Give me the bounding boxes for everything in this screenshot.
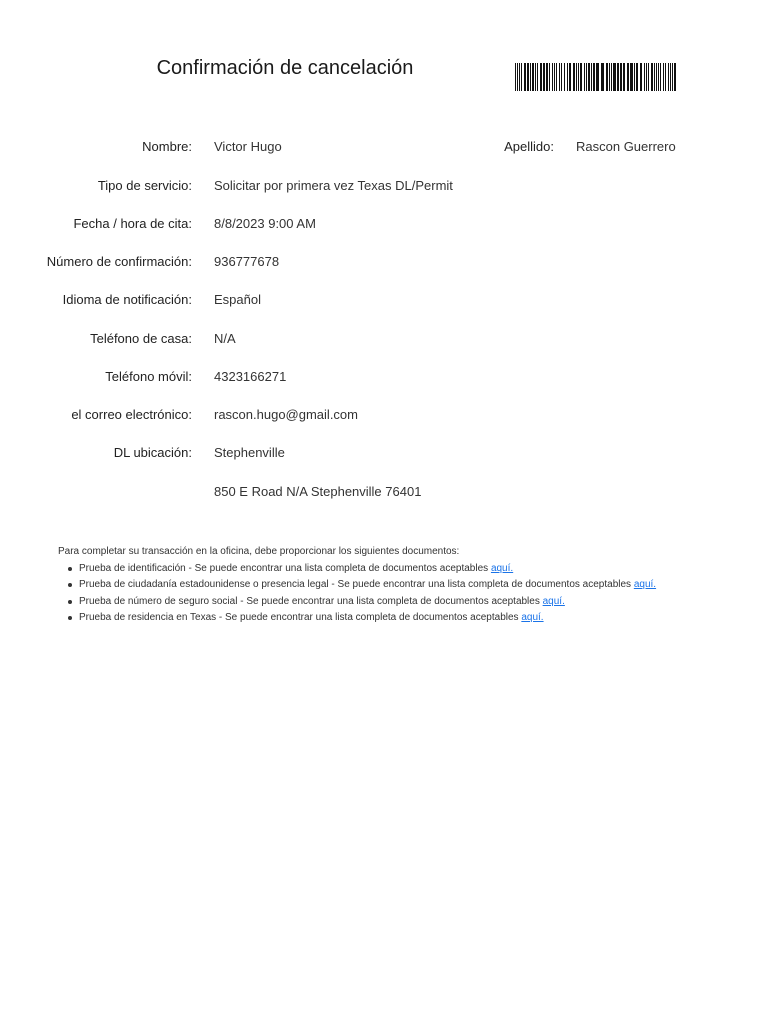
row-numero-confirmacion: [0, 252, 768, 272]
document-link-residencia[interactable]: aquí.: [521, 612, 544, 623]
label-telefono-movil: Teléfono móvil:: [105, 369, 192, 384]
value-telefono-casa: N/A: [214, 331, 236, 346]
value-idioma: Español: [214, 292, 261, 307]
row-telefono-movil: [0, 367, 768, 387]
list-item: [58, 561, 758, 578]
value-tipo-servicio: Solicitar por primera vez Texas DL/Permit: [214, 178, 453, 193]
page-title: Confirmación de cancelación: [156, 57, 414, 79]
row-nombre: [0, 137, 768, 157]
barcode-image: [515, 63, 676, 91]
row-dl-ubicacion: [0, 443, 768, 463]
list-item: [58, 577, 758, 594]
list-item: [58, 610, 758, 627]
document-link-seguro-social[interactable]: aquí.: [542, 595, 565, 607]
document-text: Prueba de identificación - Se puede encontrar una lista completa de documentos aceptables: [79, 562, 491, 574]
row-tipo-servicio: [0, 176, 768, 196]
label-correo: el correo electrónico:: [71, 407, 192, 422]
row-fecha-hora: [0, 214, 768, 234]
value-direccion: 850 E Road N/A Stephenville 76401: [214, 484, 422, 499]
documents-section: [58, 544, 758, 627]
bullet-icon: [68, 583, 72, 587]
document-text: Prueba de número de seguro social - Se puede encontrar una lista completa de documentos aceptables: [79, 595, 543, 607]
label-apellido: Apellido:: [504, 139, 554, 154]
value-fecha-hora: 8/8/2023 9:00 AM: [214, 216, 316, 231]
document-text: Prueba de ciudadanía estadounidense o presencia legal - Se puede encontrar una lista completa de documentos aceptables: [79, 579, 634, 590]
label-telefono-casa: Teléfono de casa:: [90, 331, 192, 346]
label-tipo-servicio: Tipo de servicio:: [97, 178, 192, 193]
row-correo: [0, 405, 768, 425]
value-numero-confirmacion: 936777678: [214, 254, 280, 269]
value-telefono-movil: 4323166271: [214, 369, 287, 384]
value-correo: rascon.hugo@gmail.com: [214, 407, 358, 422]
row-telefono-casa: [0, 329, 768, 349]
label-dl-ubicacion: DL ubicación:: [113, 445, 192, 460]
row-direccion: [0, 482, 768, 502]
label-nombre: Nombre:: [142, 139, 192, 154]
value-nombre: Victor Hugo: [214, 139, 282, 154]
document-link-ciudadania[interactable]: aquí.: [633, 579, 657, 590]
bullet-icon: [68, 616, 72, 620]
label-numero-confirmacion: Número de confirmación:: [46, 254, 192, 269]
label-fecha-hora: Fecha / hora de cita:: [73, 216, 192, 231]
document-text: Prueba de residencia en Texas - Se puede encontrar una lista completa de documentos aceptables: [79, 612, 522, 623]
value-dl-ubicacion: Stephenville: [214, 445, 285, 460]
documents-intro: Para completar su transacción en la oficina, debe proporcionar los siguientes documentos:: [58, 546, 460, 557]
bullet-icon: [68, 567, 72, 571]
bullet-icon: [68, 600, 72, 604]
label-idioma: Idioma de notificación:: [62, 292, 192, 307]
value-apellido: Rascon Guerrero: [576, 139, 676, 154]
list-item: [58, 594, 758, 611]
documents-list: [58, 561, 758, 627]
document-link-identificacion[interactable]: aquí.: [490, 562, 514, 574]
row-idioma: [0, 290, 768, 310]
